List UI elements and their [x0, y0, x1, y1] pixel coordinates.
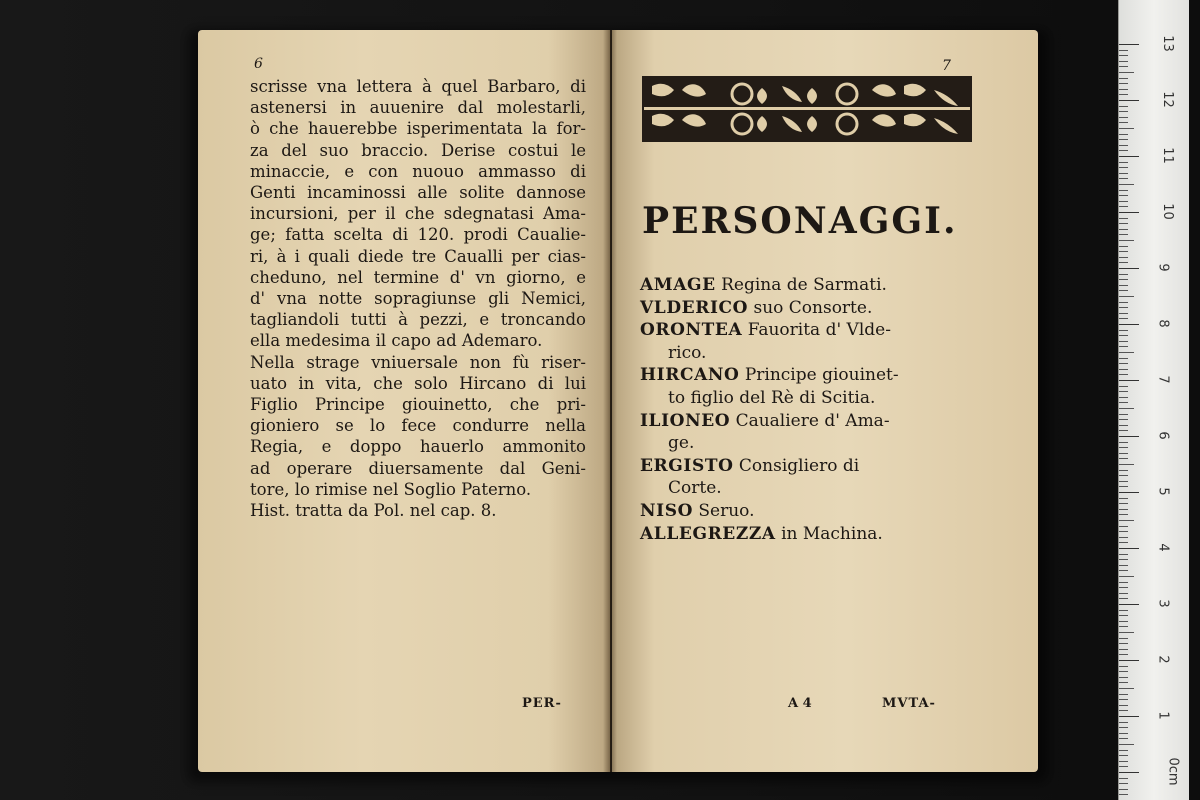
ruler-tick — [1119, 218, 1128, 219]
ruler-tick — [1119, 526, 1128, 527]
ruler-tick — [1119, 475, 1128, 476]
ruler-tick — [1119, 604, 1139, 605]
text-line: uato in vita, che solo Hircano di lui — [250, 373, 586, 393]
cast-entry — [640, 297, 990, 320]
ruler-tick — [1119, 716, 1139, 717]
ornament-headpiece-icon — [642, 76, 972, 142]
ruler-tick — [1119, 442, 1128, 443]
cast-name: VLDERICO — [640, 297, 749, 318]
ruler-tick — [1119, 274, 1128, 275]
ruler-tick — [1119, 391, 1128, 392]
cast-entry — [640, 523, 990, 546]
ruler-tick — [1119, 178, 1128, 179]
ruler-tick — [1119, 570, 1128, 571]
cast-entry — [640, 455, 990, 500]
ruler-tick — [1119, 498, 1128, 499]
left-page-number: 6 — [254, 56, 263, 72]
text-line: scrisse vna lettera à quel Barbaro, di — [250, 77, 586, 96]
ruler-tick — [1119, 638, 1128, 639]
ruler-tick — [1119, 307, 1128, 308]
ruler-tick — [1119, 436, 1139, 437]
ruler-tick — [1119, 414, 1128, 415]
ruler-tick — [1119, 766, 1128, 767]
ruler-tick — [1119, 313, 1128, 314]
ruler-tick — [1119, 458, 1128, 459]
ruler-tick — [1119, 100, 1139, 101]
ruler-tick — [1119, 682, 1128, 683]
ruler-tick — [1119, 369, 1128, 370]
cast-name: NISO — [640, 500, 693, 521]
measurement-ruler — [1118, 0, 1189, 800]
ruler-tick — [1119, 744, 1134, 745]
ruler-tick — [1119, 509, 1128, 510]
ruler-tick — [1119, 486, 1128, 487]
ruler-label: 4 — [1155, 543, 1171, 552]
ruler-tick — [1119, 615, 1128, 616]
text-line: incursioni, per il che sdegnatasi Ama- — [250, 204, 586, 224]
ruler-tick — [1119, 453, 1128, 454]
cast-list — [640, 274, 990, 545]
ruler-tick — [1119, 425, 1128, 426]
text-line: ge; fatta scelta di 120. prodi Caualie- — [250, 225, 586, 245]
ruler-tick — [1119, 251, 1128, 252]
ruler-label: 1 — [1155, 711, 1171, 720]
cast-name: AMAGE — [640, 275, 716, 295]
ruler-tick — [1119, 162, 1128, 163]
ruler-tick — [1119, 677, 1128, 678]
ruler-tick — [1119, 335, 1128, 336]
ruler-tick — [1119, 106, 1128, 107]
ruler-tick — [1119, 139, 1128, 140]
ruler-tick — [1119, 346, 1128, 347]
cast-role: Fauorita d' Vlde- — [742, 320, 891, 341]
text-line: ò che hauerebbe isperimentata la for- — [250, 119, 586, 139]
ruler-tick — [1119, 195, 1128, 196]
ruler-tick — [1119, 649, 1128, 650]
ruler-tick — [1119, 262, 1128, 263]
cast-role: in Machina. — [775, 523, 883, 544]
ruler-tick — [1119, 201, 1128, 202]
cast-name: HIRCANO — [640, 365, 740, 386]
ruler-tick — [1119, 492, 1139, 493]
left-page — [198, 30, 610, 772]
ruler-label: 10 — [1159, 203, 1175, 220]
ruler-tick — [1119, 330, 1128, 331]
cast-name: ERGISTO — [640, 455, 734, 476]
ruler-tick — [1119, 122, 1128, 123]
text-line: tagliandoli tutti à pezzi, e troncando — [250, 310, 586, 330]
ruler-tick — [1119, 380, 1139, 381]
ruler-label: 2 — [1155, 655, 1171, 664]
ruler-tick — [1119, 481, 1128, 482]
ruler-tick — [1119, 229, 1128, 230]
ruler-label: 9 — [1155, 263, 1171, 272]
ruler-tick — [1119, 279, 1128, 280]
ruler-tick — [1119, 111, 1128, 112]
ruler-label: 12 — [1159, 91, 1175, 108]
text-line: Hist. tratta da Pol. nel cap. 8. — [250, 501, 497, 521]
ruler-tick — [1119, 386, 1128, 387]
ruler-tick — [1119, 671, 1128, 672]
ruler-tick — [1119, 44, 1139, 45]
ruler-tick — [1119, 531, 1128, 532]
cast-entry — [640, 364, 990, 409]
ruler-tick — [1119, 352, 1134, 353]
text-line: cheduno, nel termine d' vn giorno, e — [250, 267, 586, 287]
ruler-tick — [1119, 464, 1134, 465]
ruler-tick — [1119, 537, 1128, 538]
ruler-tick — [1119, 341, 1128, 342]
ruler-label: 7 — [1155, 375, 1171, 384]
ruler-tick — [1119, 78, 1128, 79]
ruler-tick — [1119, 290, 1128, 291]
ruler-tick — [1119, 374, 1128, 375]
right-page-number: 7 — [942, 58, 951, 74]
ruler-tick — [1119, 587, 1128, 588]
ruler-tick — [1119, 212, 1139, 213]
text-line: Genti incaminossi alle solite dannose — [250, 183, 586, 203]
ruler-tick — [1119, 156, 1139, 157]
ruler-tick — [1119, 688, 1134, 689]
text-line: minaccie, e con nuouo ammasso di — [250, 161, 586, 181]
ruler-tick — [1119, 190, 1128, 191]
ruler-tick — [1119, 761, 1128, 762]
cast-role: suo Consorte. — [748, 297, 873, 318]
ruler-tick — [1119, 654, 1128, 655]
signature-mark: A 4 — [788, 696, 812, 711]
text-line: Figlio Principe giouinetto, che pri- — [250, 395, 586, 415]
ruler-tick — [1119, 710, 1128, 711]
left-catchword: PER- — [522, 696, 562, 711]
ruler-tick — [1119, 621, 1128, 622]
ruler-tick — [1119, 363, 1128, 364]
ruler-tick — [1119, 794, 1128, 795]
book-gutter — [603, 30, 617, 772]
ruler-tick — [1119, 593, 1128, 594]
ruler-tick — [1119, 660, 1139, 661]
cast-role-continuation: to figlio del Rè di Scitia. — [668, 387, 876, 408]
ruler-label: 11 — [1159, 147, 1175, 164]
ruler-tick — [1119, 632, 1134, 633]
ruler-tick — [1119, 699, 1128, 700]
ruler-tick — [1119, 246, 1128, 247]
ruler-tick — [1119, 324, 1139, 325]
ruler-tick — [1119, 610, 1128, 611]
ruler-label: 3 — [1155, 599, 1171, 608]
ruler-tick — [1119, 408, 1134, 409]
ruler-tick — [1119, 358, 1128, 359]
ruler-tick — [1119, 173, 1128, 174]
ruler-tick — [1119, 66, 1128, 67]
ruler-tick — [1119, 240, 1134, 241]
ruler-label: 0cm — [1165, 757, 1181, 786]
ruler-tick — [1119, 402, 1128, 403]
cast-role-continuation: ge. — [668, 433, 695, 454]
ruler-tick — [1119, 598, 1128, 599]
cast-name: ILIONEO — [640, 410, 731, 431]
ruler-tick — [1119, 128, 1134, 129]
text-line: Nella strage vniuersale non fù riser- — [250, 352, 586, 372]
ruler-tick — [1119, 302, 1128, 303]
ruler-tick — [1119, 430, 1128, 431]
ruler-tick — [1119, 520, 1134, 521]
ruler-tick — [1119, 582, 1128, 583]
ruler-tick — [1119, 268, 1139, 269]
ruler-tick — [1119, 514, 1128, 515]
ruler-tick — [1119, 626, 1128, 627]
ruler-tick — [1119, 285, 1128, 286]
ruler-tick — [1119, 94, 1128, 95]
ruler-tick — [1119, 727, 1128, 728]
ruler-tick — [1119, 750, 1128, 751]
text-line: ad operare diuersamente dal Geni- — [250, 458, 586, 478]
ruler-label: 6 — [1155, 431, 1171, 440]
right-catchword: MVTA- — [882, 696, 936, 711]
ruler-tick — [1119, 61, 1128, 62]
ruler-tick — [1119, 206, 1128, 207]
cast-heading: PERSONAGGI. — [642, 200, 958, 242]
text-line: ella medesima il capo ad Ademaro. — [250, 331, 543, 351]
text-line: ri, à i quali diede tre Caualli per cias- — [250, 246, 586, 266]
cast-role: Consigliero di — [733, 455, 860, 476]
ruler-tick — [1119, 666, 1128, 667]
ruler-label: 13 — [1159, 35, 1175, 52]
ruler-tick — [1119, 722, 1128, 723]
ruler-tick — [1119, 470, 1128, 471]
ruler-tick — [1119, 223, 1128, 224]
ruler-tick — [1119, 150, 1128, 151]
text-line: Regia, e doppo hauerlo ammonito — [250, 437, 586, 457]
ruler-tick — [1119, 548, 1139, 549]
cast-name: ORONTEA — [640, 320, 743, 341]
ruler-label: 8 — [1155, 319, 1171, 328]
cast-entry — [640, 410, 990, 455]
text-line: gioniero se lo fece condurre nella — [250, 416, 586, 436]
cast-role: Regina de Sarmati. — [715, 275, 887, 295]
ruler-tick — [1119, 50, 1128, 51]
text-line: tore, lo rimise nel Soglio Paterno. — [250, 479, 532, 499]
ruler-tick — [1119, 72, 1134, 73]
text-line: d' vna notte sopragiunse gli Nemici, — [250, 289, 586, 309]
ruler-tick — [1119, 503, 1128, 504]
cast-role-continuation: rico. — [668, 342, 707, 363]
ruler-tick — [1119, 643, 1128, 644]
ruler-tick — [1119, 234, 1128, 235]
cast-role: Caualiere d' Ama- — [730, 410, 890, 431]
cast-role: Principe giouinet- — [739, 365, 899, 386]
ruler-tick — [1119, 783, 1128, 784]
ruler-tick — [1119, 184, 1134, 185]
cast-role: Seruo. — [692, 500, 755, 521]
ruler-tick — [1119, 542, 1128, 543]
ruler-tick — [1119, 554, 1128, 555]
ruler-tick — [1119, 397, 1128, 398]
ruler-tick — [1119, 145, 1128, 146]
ruler-tick — [1119, 134, 1128, 135]
ruler-tick — [1119, 789, 1128, 790]
cast-name: ALLEGREZZA — [640, 523, 776, 544]
ruler-label: 5 — [1155, 487, 1171, 496]
cast-entry — [640, 319, 990, 364]
ruler-tick — [1119, 167, 1128, 168]
ruler-tick — [1119, 694, 1128, 695]
ruler-tick — [1119, 576, 1134, 577]
cast-entry — [640, 500, 990, 523]
ruler-tick — [1119, 55, 1128, 56]
ruler-tick — [1119, 705, 1128, 706]
ruler-tick — [1119, 89, 1128, 90]
right-page — [612, 30, 1038, 772]
ruler-tick — [1119, 318, 1128, 319]
text-line: astenersi in auuenire dal molestarli, — [250, 98, 586, 118]
ruler-tick — [1119, 419, 1128, 420]
ruler-tick — [1119, 755, 1128, 756]
ruler-tick — [1119, 559, 1128, 560]
left-page-body — [250, 76, 586, 521]
ruler-tick — [1119, 738, 1128, 739]
cast-entry — [640, 274, 990, 297]
ruler-tick — [1119, 296, 1134, 297]
ruler-tick — [1119, 733, 1128, 734]
ruler-tick — [1119, 778, 1128, 779]
ruler-tick — [1119, 117, 1128, 118]
ruler-tick — [1119, 257, 1128, 258]
ruler-tick — [1119, 565, 1128, 566]
ruler-tick — [1119, 772, 1139, 773]
ruler-tick — [1119, 83, 1128, 84]
text-line: za del suo braccio. Derise costui le — [250, 140, 586, 160]
ruler-tick — [1119, 447, 1128, 448]
cast-role-continuation: Corte. — [668, 478, 722, 499]
